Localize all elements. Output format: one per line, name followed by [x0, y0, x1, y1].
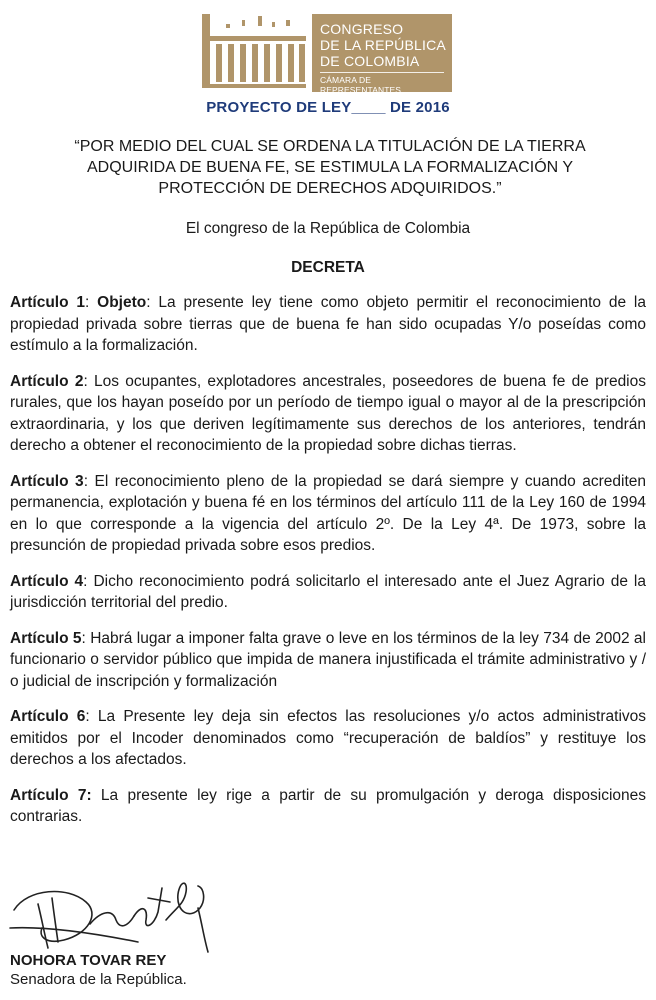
article-label: Artículo 1 — [10, 294, 86, 311]
article-2 — [10, 371, 646, 457]
congress-logo-label — [312, 14, 452, 95]
article-1 — [10, 292, 646, 357]
article-6 — [10, 706, 646, 771]
logo-line-1: CONGRESO — [320, 21, 404, 37]
handwritten-signature — [8, 868, 218, 958]
article-5 — [10, 628, 646, 693]
article-text: : Habrá lugar a imponer falta grave o leve en los términos de la ley 734 de 2002 al funcionario o servidor público que impida de manera injustificada el trámite administrativo y / o judicial de inscripción y formalización — [10, 629, 646, 690]
signatory-role: Senadora de la República. — [10, 971, 187, 988]
article-3 — [10, 471, 646, 557]
article-text: : Los ocupantes, explotadores ancestrales, poseedores de buena fe de predios rurales, que los hayan poseído por un período de tiempo igual o mayor al de la prescripción extraordinaria, y los que deriven legítimamente sus derechos de los anteriores, tendrán derecho a obtener el reconocimiento de la propiedad sobre dichas tierras. — [10, 372, 646, 454]
article-text: : Dicho reconocimiento podrá solicitarlo el interesado ante el Juez Agrario de la jurisdicción territorial del predio. — [10, 572, 646, 611]
article-label: Artículo 3 — [10, 472, 84, 490]
article-label: Artículo 5 — [10, 629, 82, 647]
article-label: Artículo 2 — [10, 372, 84, 390]
article-heading: Objeto — [97, 294, 147, 311]
article-text: : La Presente ley deja sin efectos las resoluciones y/o actos administrativos emitidos por el Incoder denominados como “recuperación de baldíos” y restituye los derechos a los afectados. — [10, 708, 647, 768]
article-label: Artículo 6 — [10, 708, 86, 725]
enacting-body: El congreso de la República de Colombia — [185, 220, 471, 237]
article-4 — [10, 571, 646, 614]
article-separator: : — [85, 294, 98, 311]
article-text: La presente ley rige a partir de su promulgación y deroga disposiciones contrarias. — [10, 786, 647, 825]
logo-line-3: DE COLOMBIA — [320, 53, 420, 69]
article-label: Artículo 7: — [10, 786, 92, 804]
article-text: : La presente ley tiene como objeto permitir el reconocimiento de la propiedad privada sobre tierras que de buena fe han sido ocupadas Y/o poseídas como estímulo a la formalización. — [10, 294, 646, 354]
article-label: Artículo 4 — [10, 572, 84, 590]
article-7 — [10, 785, 646, 828]
logo-divider — [320, 72, 444, 73]
logo-line-4: CÁMARA DE REPRESENTANTES — [320, 75, 402, 95]
bill-subtitle: “POR MEDIO DEL CUAL SE ORDENA LA TITULACIÓN DE LA TIERRA ADQUIRIDA DE BUENA FE, SE ESTIMULA LA FORMALIZACIÓN Y PROTECCIÓN DE DERECHOS ADQUIRIDOS.” — [74, 138, 586, 197]
articles-list — [10, 292, 646, 842]
article-text: : El reconocimiento pleno de la propiedad se dará siempre y cuando acrediten permanencia, explotación y buena fé en los términos del artículo 111 de la Ley 160 de 1994 en lo que corresponde a la vigencia del artículo 2º. De la Ley 4ª. De 1973, sobre la presunción de propiedad privada sobre esos predios. — [10, 472, 646, 554]
bill-title: PROYECTO DE LEY____ DE 2016 — [206, 99, 450, 116]
logo-line-2: DE LA REPÚBLICA — [320, 37, 446, 53]
decreta-heading: DECRETA — [291, 259, 365, 276]
capitol-building-icon — [198, 10, 308, 92]
signatory-name: NOHORA TOVAR REY — [10, 952, 167, 969]
congress-logo — [198, 10, 456, 95]
